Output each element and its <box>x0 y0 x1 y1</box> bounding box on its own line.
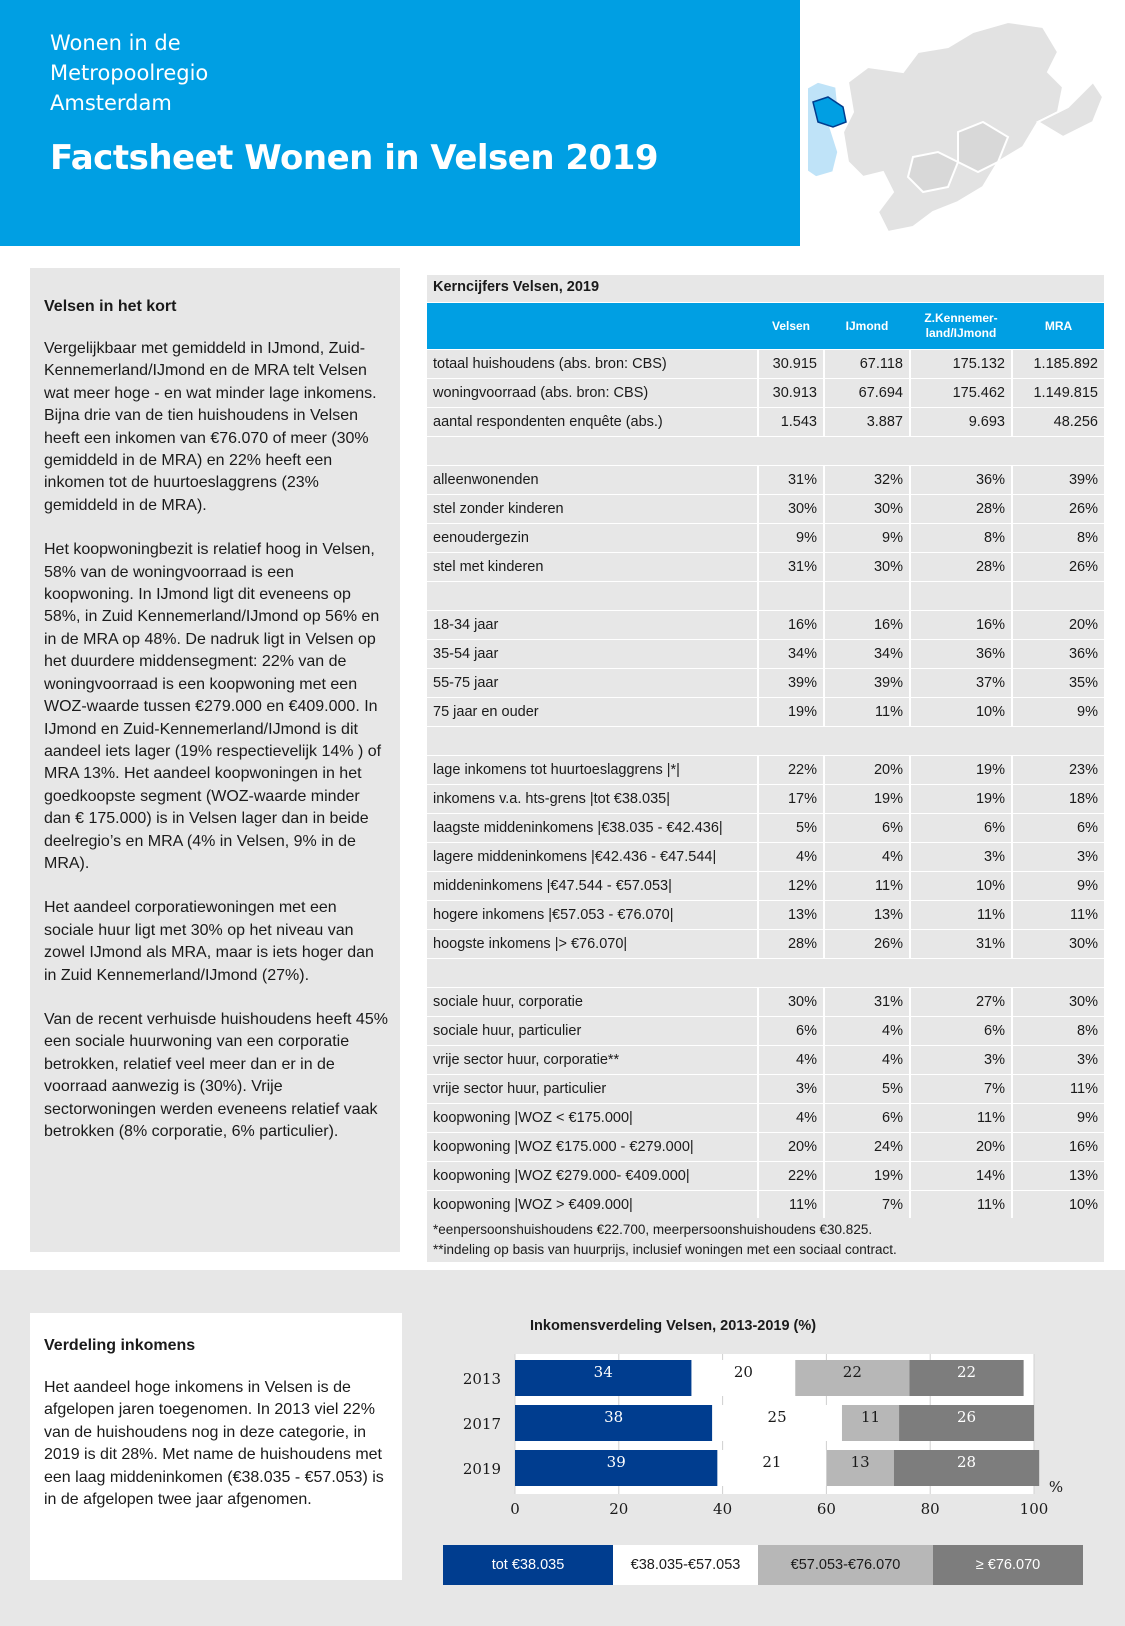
table-cell: 31% <box>825 988 909 1016</box>
table-cell: 20% <box>1013 611 1104 639</box>
row-label: 35-54 jaar <box>427 640 757 668</box>
table-cell: 37% <box>911 669 1011 697</box>
table-cell: 11% <box>825 698 909 726</box>
table-cell: 11% <box>911 901 1011 929</box>
table-cell: 22% <box>759 1162 823 1190</box>
table-cell: 19% <box>911 785 1011 813</box>
table-cell: 27% <box>911 988 1011 1016</box>
table-cell: 23% <box>1013 756 1104 784</box>
table-cell: 10% <box>911 698 1011 726</box>
summary-paragraph-3: Het aandeel corporatiewoningen met een sociale huur ligt met 30% op het niveau van zowel IJmond als MRA, maar is iets hoger dan in Zuid Kennemerland/IJmond (27%). <box>44 899 374 984</box>
table-cell: 175.132 <box>911 350 1011 378</box>
income-heading: Verdeling inkomens <box>44 1337 196 1354</box>
table-cell: 11% <box>1013 901 1104 929</box>
table-cell: 3.887 <box>825 408 909 436</box>
table-cell: 34% <box>759 640 823 668</box>
table-cell: 36% <box>911 466 1011 494</box>
table-cell: 16% <box>911 611 1011 639</box>
footnote-2: **indeling op basis van huurprijs, inclusief woningen met een sociaal contract. <box>433 1242 897 1257</box>
row-label: lage inkomens tot huurtoeslaggrens |*| <box>427 756 757 784</box>
table-row <box>427 524 1104 553</box>
table-cell: 12% <box>759 872 823 900</box>
spacer-cell <box>825 582 909 610</box>
table-cell: 3% <box>1013 843 1104 871</box>
table-cell: 19% <box>825 1162 909 1190</box>
table-cell: 175.462 <box>911 379 1011 407</box>
legend-item: ≥ €76.070 <box>933 1545 1083 1585</box>
data-label: 21 <box>762 1453 782 1471</box>
table-cell: 30.913 <box>759 379 823 407</box>
spacer-cell <box>427 959 1104 987</box>
table-cell: 30% <box>759 988 823 1016</box>
table-cell: 31% <box>759 466 823 494</box>
table-cell: 17% <box>759 785 823 813</box>
table-cell: 11% <box>911 1191 1011 1219</box>
table-cell: 4% <box>825 1046 909 1074</box>
table-cell: 1.543 <box>759 408 823 436</box>
table-row <box>427 466 1104 495</box>
table-cell: 34% <box>825 640 909 668</box>
data-label: 28 <box>956 1453 977 1471</box>
table-body <box>427 350 1104 1220</box>
legend-item: €57.053-€76.070 <box>758 1545 933 1585</box>
data-label: 22 <box>956 1363 977 1381</box>
table-row <box>427 930 1104 959</box>
table-row <box>427 1133 1104 1162</box>
summary-paragraph-1: Vergelijkbaar met gemiddeld in IJmond, Zuid-Kennemerland/IJmond en de MRA telt Velsen wat meer hoge - en wat minder lage inkomens. Bijna drie van de tien huishoudens in Velsen heeft een inkomen van €76.070 of meer (30% gemiddeld in de MRA) en 22% heeft een inkomen tot de huurtoeslaggrens (23% gemiddeld in de MRA). <box>44 340 377 514</box>
table-row <box>427 756 1104 785</box>
spacer-cell <box>427 582 757 610</box>
table-row <box>427 669 1104 698</box>
table-cell: 39% <box>1013 466 1104 494</box>
data-label: 20 <box>733 1363 753 1381</box>
data-label: 22 <box>842 1363 862 1381</box>
org-line-1: Wonen in de <box>50 31 181 55</box>
org-line-3: Amsterdam <box>50 91 172 115</box>
table-cell: 20% <box>759 1133 823 1161</box>
row-label: koopwoning |WOZ €175.000 - €279.000| <box>427 1133 757 1161</box>
table-row <box>427 640 1104 669</box>
table-cell: 1.185.892 <box>1013 350 1104 378</box>
row-label: vrije sector huur, corporatie** <box>427 1046 757 1074</box>
spacer-cell <box>911 582 1011 610</box>
table-row <box>427 1191 1104 1220</box>
row-label: 75 jaar en ouder <box>427 698 757 726</box>
tick-label: 20 <box>609 1500 629 1518</box>
row-label: vrije sector huur, particulier <box>427 1075 757 1103</box>
table-cell: 13% <box>1013 1162 1104 1190</box>
table-cell: 20% <box>825 756 909 784</box>
table-cell: 6% <box>911 814 1011 842</box>
table-row <box>427 1017 1104 1046</box>
table-cell: 26% <box>825 930 909 958</box>
row-label: hogere inkomens |€57.053 - €76.070| <box>427 901 757 929</box>
table-cell: 6% <box>759 1017 823 1045</box>
table-cell: 30% <box>825 553 909 581</box>
spacer-cell <box>1013 582 1104 610</box>
table-row <box>427 1046 1104 1075</box>
table-cell: 11% <box>759 1191 823 1219</box>
unit-label: % <box>1048 1478 1064 1496</box>
table-cell: 5% <box>759 814 823 842</box>
table-title: Kerncijfers Velsen, 2019 <box>427 275 1104 302</box>
row-label: totaal huishoudens (abs. bron: CBS) <box>427 350 757 378</box>
table-row <box>427 698 1104 727</box>
table-cell: 14% <box>911 1162 1011 1190</box>
table-row <box>427 785 1104 814</box>
table-spacer-row <box>427 727 1104 756</box>
category-label: 2013 <box>462 1370 501 1388</box>
org-line-2: Metropoolregio <box>50 61 209 85</box>
header-banner <box>0 0 800 246</box>
row-label: koopwoning |WOZ > €409.000| <box>427 1191 757 1219</box>
column-header-zkennemerland: Z.Kennemer- land/IJmond <box>924 311 998 340</box>
row-label: koopwoning |WOZ €279.000- €409.000| <box>427 1162 757 1190</box>
table-cell: 6% <box>911 1017 1011 1045</box>
table-row <box>427 495 1104 524</box>
tick-label: 60 <box>816 1500 836 1518</box>
table-cell: 67.118 <box>825 350 909 378</box>
row-label: inkomens v.a. hts-grens |tot €38.035| <box>427 785 757 813</box>
table-cell: 3% <box>1013 1046 1104 1074</box>
table-cell: 30% <box>1013 988 1104 1016</box>
footnote-1: *eenpersoonshuishoudens €22.700, meerpersoonshuishoudens €30.825. <box>433 1222 873 1237</box>
table-cell: 6% <box>825 1104 909 1132</box>
row-label: alleenwonenden <box>427 466 757 494</box>
table-cell: 9.693 <box>911 408 1011 436</box>
tick-label: 0 <box>510 1500 520 1518</box>
table-cell: 39% <box>825 669 909 697</box>
table-cell: 13% <box>759 901 823 929</box>
table-row <box>427 988 1104 1017</box>
table-cell: 6% <box>825 814 909 842</box>
table-cell: 1.149.815 <box>1013 379 1104 407</box>
table-cell: 35% <box>1013 669 1104 697</box>
income-paragraph: Het aandeel hoge inkomens in Velsen is de afgelopen jaren toegenomen. In 2013 viel 22% van de huishoudens nog in deze categorie, in 2019 is dit 28%. Met name de huishoudens met een laag middeninkomen (€38.035 - €57.053) is in de afgelopen twee jaar afgenomen. <box>44 1379 384 1509</box>
row-label: laagste middeninkomens |€38.035 - €42.436| <box>427 814 757 842</box>
income-distribution-chart <box>460 1340 1100 1545</box>
table-cell: 8% <box>1013 524 1104 552</box>
table-cell: 30% <box>1013 930 1104 958</box>
category-label: 2019 <box>462 1460 501 1478</box>
data-label: 25 <box>767 1408 787 1426</box>
chart-title: Inkomensverdeling Velsen, 2013-2019 (%) <box>530 1318 817 1334</box>
data-label: 39 <box>606 1453 626 1471</box>
table-cell: 19% <box>825 785 909 813</box>
spacer-cell <box>759 582 823 610</box>
table-cell: 11% <box>911 1104 1011 1132</box>
table-cell: 36% <box>911 640 1011 668</box>
data-label: 13 <box>850 1453 870 1471</box>
spacer-cell <box>427 727 1104 755</box>
row-label: sociale huur, particulier <box>427 1017 757 1045</box>
region-map-icon <box>808 12 1108 237</box>
table-row <box>427 379 1104 408</box>
row-label: hoogste inkomens |> €76.070| <box>427 930 757 958</box>
table-row <box>427 611 1104 640</box>
spacer-cell <box>427 437 1104 465</box>
table-cell: 26% <box>1013 495 1104 523</box>
summary-heading: Velsen in het kort <box>44 298 177 315</box>
table-cell: 3% <box>911 1046 1011 1074</box>
table-cell: 7% <box>825 1191 909 1219</box>
row-label: koopwoning |WOZ < €175.000| <box>427 1104 757 1132</box>
table-header <box>427 303 1104 349</box>
table-cell: 3% <box>759 1075 823 1103</box>
table-row <box>427 408 1104 437</box>
table-spacer-row <box>427 959 1104 988</box>
table-cell: 6% <box>1013 814 1104 842</box>
category-label: 2017 <box>462 1415 501 1433</box>
table-cell: 30.915 <box>759 350 823 378</box>
table-row <box>427 901 1104 930</box>
table-row <box>427 1162 1104 1191</box>
table-row <box>427 872 1104 901</box>
table-cell: 7% <box>911 1075 1011 1103</box>
table-cell: 19% <box>759 698 823 726</box>
row-label: eenoudergezin <box>427 524 757 552</box>
table-cell: 9% <box>1013 1104 1104 1132</box>
table-cell: 9% <box>825 524 909 552</box>
table-cell: 10% <box>1013 1191 1104 1219</box>
table-cell: 4% <box>759 1046 823 1074</box>
page-title: Factsheet Wonen in Velsen 2019 <box>50 138 659 178</box>
summary-panel <box>30 268 400 1252</box>
row-label: 18-34 jaar <box>427 611 757 639</box>
table-cell: 20% <box>911 1133 1011 1161</box>
chart-legend <box>443 1545 1083 1585</box>
table-cell: 28% <box>911 553 1011 581</box>
table-cell: 36% <box>1013 640 1104 668</box>
table-cell: 32% <box>825 466 909 494</box>
legend-item: €38.035-€57.053 <box>613 1545 758 1585</box>
table-cell: 30% <box>759 495 823 523</box>
table-row <box>427 814 1104 843</box>
table-cell: 9% <box>759 524 823 552</box>
column-header-velsen: Velsen <box>771 318 811 333</box>
data-label: 38 <box>604 1408 624 1426</box>
table-cell: 22% <box>759 756 823 784</box>
table-cell: 8% <box>1013 1017 1104 1045</box>
table-cell: 26% <box>1013 553 1104 581</box>
row-label: stel zonder kinderen <box>427 495 757 523</box>
table-cell: 30% <box>825 495 909 523</box>
legend-item: tot €38.035 <box>443 1545 613 1585</box>
table-row <box>427 553 1104 582</box>
table-row <box>427 843 1104 872</box>
table-cell: 10% <box>911 872 1011 900</box>
table-cell: 8% <box>911 524 1011 552</box>
table-cell: 24% <box>825 1133 909 1161</box>
table-cell: 16% <box>1013 1133 1104 1161</box>
summary-paragraph-2: Het koopwoningbezit is relatief hoog in Velsen, 58% van de woningvoorraad is een koopwoning. In IJmond ligt dit eveneens op 58%, in Zuid Kennemerland/IJmond op 56% en in de MRA op 48%. De nadruk ligt in Velsen op het duurdere middensegment: 22% van de woningvoorraad is een koopwoning met een WOZ-waarde tussen €279.000 en €409.000. In IJmond en Zuid-Kennemerland/IJmond is dit aandeel iets lager (19% respectievelijk 14% ) of MRA 13%. Het aandeel koopwoningen in het goedkoopste segment (WOZ-waarde minder dan € 175.000) is in Velsen lager dan in beide deelregio’s en MRA (4% in Velsen, 9% in de MRA). <box>44 541 382 872</box>
row-label: sociale huur, corporatie <box>427 988 757 1016</box>
table-cell: 28% <box>759 930 823 958</box>
table-cell: 19% <box>911 756 1011 784</box>
table-cell: 11% <box>825 872 909 900</box>
table-row <box>427 350 1104 379</box>
data-label: 11 <box>860 1408 881 1426</box>
row-label: stel met kinderen <box>427 553 757 581</box>
table-cell: 3% <box>911 843 1011 871</box>
table-cell: 31% <box>911 930 1011 958</box>
table-cell: 31% <box>759 553 823 581</box>
organization-name <box>50 28 208 118</box>
table-cell: 13% <box>825 901 909 929</box>
table-row <box>427 1075 1104 1104</box>
table-cell: 9% <box>1013 872 1104 900</box>
income-text-panel <box>30 1313 402 1580</box>
data-label: 34 <box>593 1363 613 1381</box>
tick-label: 80 <box>920 1500 940 1518</box>
row-label: middeninkomens |€47.544 - €57.053| <box>427 872 757 900</box>
table-cell: 4% <box>825 1017 909 1045</box>
tick-label: 40 <box>713 1500 733 1518</box>
table-cell: 5% <box>825 1075 909 1103</box>
table-cell: 4% <box>759 1104 823 1132</box>
table-row <box>427 1104 1104 1133</box>
table-spacer-row <box>427 582 1104 611</box>
summary-paragraph-4: Van de recent verhuisde huishoudens heeft 45% een sociale huurwoning van een corporatie betrokken, relatief veel meer dan er in de voorraad aanwezig is (30%). Vrije sectorwoningen werden eveneens relatief vaak betrokken (8% corporatie, 6% particulier). <box>44 1010 388 1140</box>
row-label: aantal respondenten enquête (abs.) <box>427 408 757 436</box>
tick-label: 100 <box>1019 1500 1049 1518</box>
table-cell: 18% <box>1013 785 1104 813</box>
table-spacer-row <box>427 437 1104 466</box>
table-cell: 67.694 <box>825 379 909 407</box>
table-cell: 4% <box>825 843 909 871</box>
row-label: woningvoorraad (abs. bron: CBS) <box>427 379 757 407</box>
table-cell: 48.256 <box>1013 408 1104 436</box>
table-cell: 4% <box>759 843 823 871</box>
table-cell: 11% <box>1013 1075 1104 1103</box>
data-label: 26 <box>956 1408 977 1426</box>
table-cell: 39% <box>759 669 823 697</box>
table-cell: 16% <box>759 611 823 639</box>
table-cell: 28% <box>911 495 1011 523</box>
row-label: 55-75 jaar <box>427 669 757 697</box>
table-cell: 9% <box>1013 698 1104 726</box>
column-header-mra: MRA <box>1044 318 1073 333</box>
table-cell: 16% <box>825 611 909 639</box>
row-label: lagere middeninkomens |€42.436 - €47.544| <box>427 843 757 871</box>
table-footnotes <box>427 1218 1104 1262</box>
column-header-ijmond: IJmond <box>845 318 889 333</box>
